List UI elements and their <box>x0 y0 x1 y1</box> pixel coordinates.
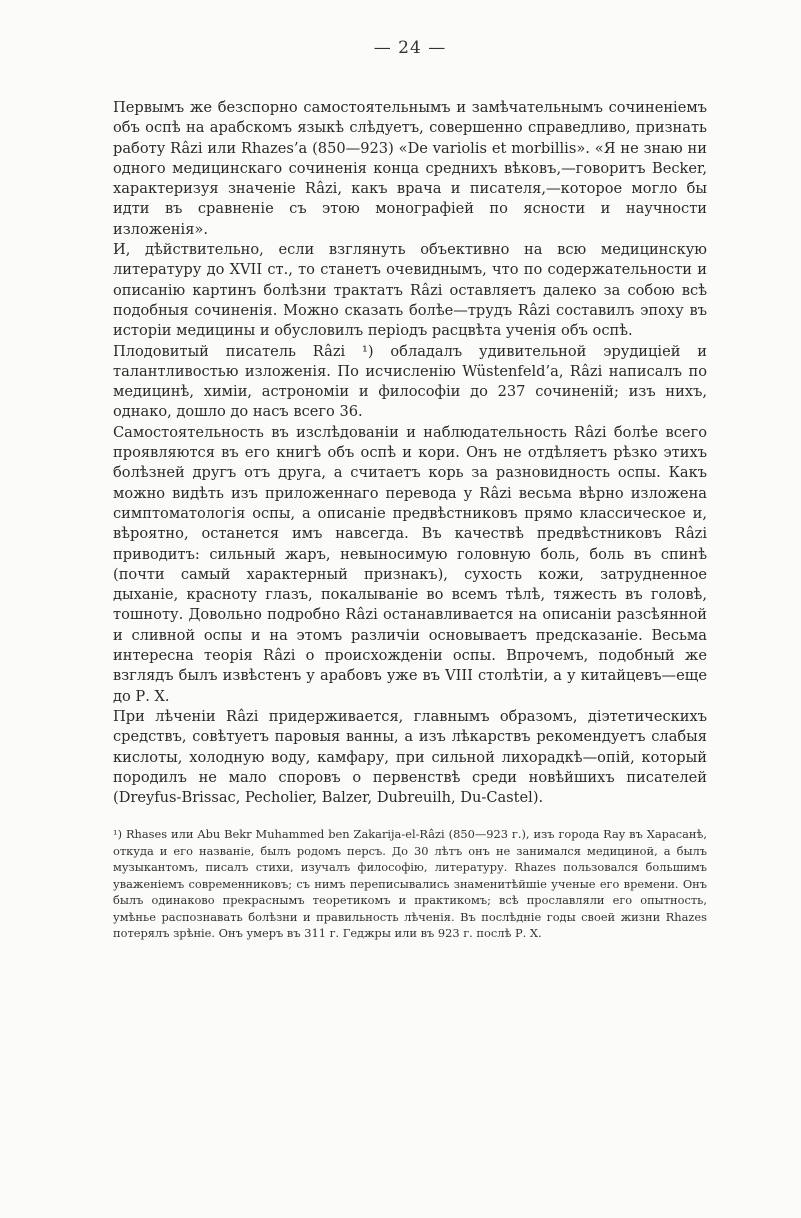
paragraph: При лѣченіи Râzi придерживается, главнымъ образомъ, діэтетическихъ средствъ, совѣтуетъ паровыя ванны, а изъ лѣкарствъ рекомендуетъ слабыя кислоты, холодную воду, камфару, при сильной лихорадкѣ—опій, который породилъ не мало споровъ о первенствѣ среди новѣйшихъ писателей (Dreyfus-Brissac, Pecholier, Balzer, Dubreuilh, Du-Castel). <box>113 707 707 807</box>
paragraph: И, дѣйствительно, если взглянуть объективно на всю медицинскую литературу до XVII ст., то станетъ очевиднымъ, что по содержательности и описанію картинъ болѣзни трактатъ Râzi оставляетъ далеко за собою всѣ подобныя сочиненія. Можно сказать болѣе—трудъ Râzi составилъ эпоху въ исторіи медицины и обусловилъ періодъ расцвѣта ученія объ оспѣ. <box>113 241 707 340</box>
paragraph: Плодовитый писатель Râzi ¹) обладалъ удивительной эрудиціей и талантливостью изложенія. По исчисленію Wüstenfeld’a, Râzi написалъ по медицинѣ, химіи, астрономіи и философіи до 237 сочиненій; изъ нихъ, однако, дошло до насъ всего 36. <box>113 342 707 421</box>
paragraph: Самостоятельность въ изслѣдованіи и наблюдательность Râzi болѣе всего проявляются въ его книгѣ объ оспѣ и кори. Онъ не отдѣляетъ рѣзко этихъ болѣзней другъ отъ друга, а считаетъ корь за разновидность оспы. Какъ можно видѣть изъ приложеннаго перевода у Râzi весьма вѣрно изложена симптоматологія оспы, а описаніе предвѣстниковъ прямо классическое и, вѣроятно, останется имъ навсегда. Въ качествѣ предвѣстниковъ Râzi приводитъ: сильный жаръ, невыносимую головную боль, боль въ спинѣ (почти самый характерный признакъ), сухость кожи, затрудненное дыханіе, красноту глазъ, покалываніе во всемъ тѣлѣ, тяжесть въ головѣ, тошноту. Довольно подробно Râzi останавливается на описаніи разсѣянной и сливной оспы и на этомъ различіи основываетъ предсказаніе. Весьма интересна теорія Râzi о происхожденіи оспы. Впрочемъ, подобный же взглядъ былъ извѣстенъ у арабовъ уже въ VIII столѣтіи, а у китайцевъ—еще до Р. Х. <box>113 423 707 705</box>
page <box>113 38 707 942</box>
paragraph: Первымъ же безспорно самостоятельнымъ и замѣчательнымъ сочиненіемъ объ оспѣ на арабскомъ языкѣ слѣдуетъ, совершенно справедливо, признать работу Râzi или Rhazes’a (850—923) «De variolis et morbillis». «Я не знаю ни одного медицинскаго сочиненія конца среднихъ вѣковъ,—говоритъ Becker, характеризуя значеніе Râzi, какъ врача и писателя,—которое могло бы идти въ сравненіе съ этою монографіей по ясности и научности изложенія». <box>113 99 707 238</box>
body-text <box>113 98 707 808</box>
page-number: — 24 — <box>373 38 447 58</box>
footnote-text: ¹) Rhases или Abu Bekr Muhammed ben Zakarija-el-Râzi (850—923 г.), изъ города Ray въ Харасанѣ, откуда и его названіе, былъ родомъ персъ. До 30 лѣтъ онъ не занимался медициной, а былъ музыкантомъ, писалъ стихи, изучалъ философію, литературу. Rhazes пользовался большимъ уваженіемъ современниковъ; съ нимъ переписывались знаменитѣйшіе ученые его времени. Онъ былъ одинаково прекраснымъ теоретикомъ и практикомъ; всѣ прославляли его опытность, умѣнье распознавать болѣзни и правильность лѣченія. Въ послѣдніе годы своей жизни Rhazes потерялъ зрѣніе. Онъ умеръ въ 311 г. Геджры или въ 923 г. послѣ Р. Х. <box>113 827 707 941</box>
footnote <box>113 826 707 942</box>
